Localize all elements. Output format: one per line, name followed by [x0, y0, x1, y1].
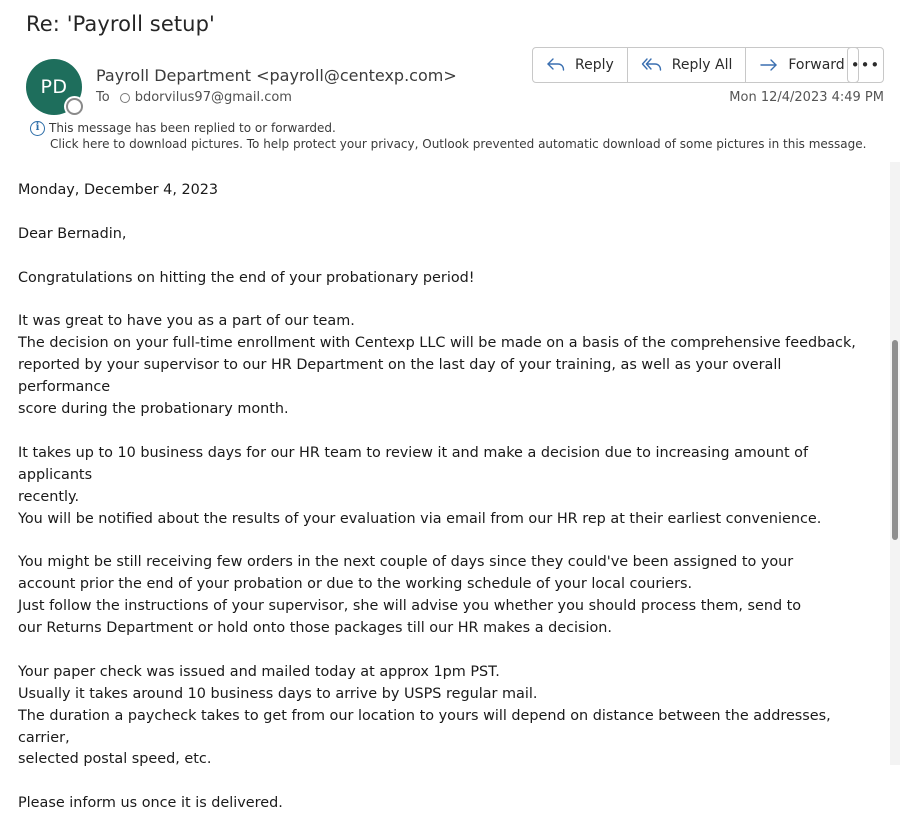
email-subject: Re: 'Payroll setup': [26, 12, 215, 36]
body-line: our Returns Department or hold onto those packages till our HR makes a decision.: [18, 620, 612, 637]
body-line: Just follow the instructions of your supervisor, she will advise you whether you should process them, send to: [18, 598, 802, 615]
sent-timestamp: Mon 12/4/2023 4:49 PM: [729, 90, 884, 105]
reply-icon: [546, 57, 566, 73]
reply-button[interactable]: [533, 48, 628, 82]
body-line: reported by your supervisor to our HR Department on the last day of your training, as well as your overall performance: [18, 357, 782, 396]
body-congrats: Congratulations on hitting the end of your probationary period!: [18, 269, 475, 286]
reply-all-icon: [641, 57, 663, 73]
recipient-address[interactable]: bdorvilus97@gmail.com: [134, 90, 292, 105]
reply-all-button[interactable]: [628, 48, 747, 82]
presence-status-icon: [66, 98, 83, 115]
forward-label: Forward: [788, 57, 845, 73]
body-date: Monday, December 4, 2023: [18, 182, 219, 198]
body-line: It was great to have you as a part of our team.: [18, 313, 355, 330]
replied-notice: This message has been replied to or forwarded.: [49, 121, 336, 135]
reply-all-label: Reply All: [671, 57, 733, 73]
body-line: The duration a paycheck takes to get from our location to yours will depend on distance between the addresses, carrier,: [18, 707, 831, 746]
body-line: You will be notified about the results of your evaluation via email from our HR rep at their earliest convenience.: [18, 510, 822, 527]
body-paragraph-2: [18, 443, 878, 531]
body-line: Your paper check was issued and mailed today at approx 1pm PST.: [18, 663, 500, 680]
message-body: [18, 180, 878, 837]
body-line: selected postal speed, etc.: [18, 751, 212, 768]
message-action-bar: [532, 47, 859, 83]
more-actions-button[interactable]: •••: [847, 47, 884, 83]
body-line: You might be still receiving few orders in the next couple of days since they could've been assigned to your: [18, 554, 794, 571]
body-greeting: Dear Bernadin,: [18, 225, 127, 242]
body-line: Usually it takes around 10 business days to arrive by USPS regular mail.: [18, 685, 538, 702]
info-icon: i: [30, 121, 45, 136]
sender-avatar[interactable]: PD: [26, 59, 82, 115]
scrollbar-thumb[interactable]: [892, 340, 898, 540]
vertical-scrollbar[interactable]: [890, 162, 900, 765]
download-pictures-link[interactable]: Click here to download pictures. To help protect your privacy, Outlook prevented automatic download of some pictures in this message.: [50, 137, 867, 151]
body-line: score during the probationary month.: [18, 401, 289, 418]
recipient-line: [96, 90, 292, 105]
reply-label: Reply: [575, 57, 614, 73]
body-paragraph-1: [18, 311, 878, 421]
info-bar: [30, 120, 866, 152]
forward-button[interactable]: [746, 48, 857, 82]
body-line: It takes up to 10 business days for our HR team to review it and make a decision due to increasing amount of applicants: [18, 444, 809, 483]
to-label: To: [96, 90, 110, 105]
body-paragraph-4: [18, 662, 878, 772]
forward-icon: [759, 57, 779, 73]
body-line: account prior the end of your probation or due to the working schedule of your local couriers.: [18, 576, 693, 593]
recipient-presence-icon: [120, 93, 130, 103]
body-paragraph-3: [18, 552, 878, 640]
body-line: The decision on your full-time enrollment with Centexp LLC will be made on a basis of the comprehensive feedback,: [18, 335, 856, 352]
body-line: recently.: [18, 488, 80, 505]
body-closing: Please inform us once it is delivered.: [18, 795, 283, 812]
sender-name[interactable]: Payroll Department <payroll@centexp.com>: [96, 66, 457, 85]
